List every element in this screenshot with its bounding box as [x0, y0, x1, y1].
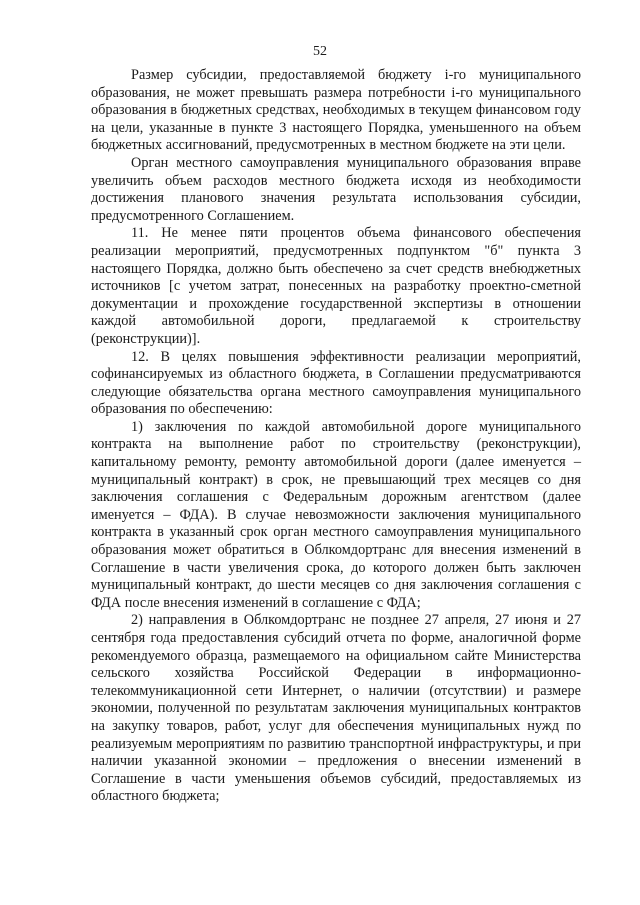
page-number: 52 — [313, 44, 327, 59]
paragraph-item-11: 11. Не менее пяти процентов объема финансового обеспечения реализации мероприятий, предусмотренных подпунктом "б" пункта 3 настоящего Порядка, должно быть обеспечено за счет средств внебюджетных источников [с учетом затрат, понесенных на разработку проектно-сметной документации и прохождение государственной экспертизы в отношении каждой автомобильной дороги, предлагаемой к строительству (реконструкции)]. — [91, 225, 581, 347]
paragraph-subitem-1: 1) заключения по каждой автомобильной дороге муниципального контракта на выполнение работ по строительству (реконструкции), капитальному ремонту, ремонту автомобильной дороги (далее именуется – муниципальный контракт) в срок, не превышающий трех месяцев со дня заключения соглашения с Федеральным дорожным агентством (далее именуется – ФДА). В случае невозможности заключения муниципального контракта в указанный срок орган местного самоуправления муниципального образования может обратиться в Облкомдортранс для внесения изменений в Соглашение в части увеличения срока, до которого должен быть заключен муниципальный контракт, до шести месяцев со дня заключения соглашения с ФДА после внесения изменений в соглашение с ФДА; — [91, 418, 581, 611]
paragraph-subsidy-size: Размер субсидии, предоставляемой бюджету i-го муниципального образования, не может превышать размера потребности i-го муниципального образования в бюджетных средствах, необходимых в текущем финансовом году на цели, указанные в пункте 3 настоящего Порядка, уменьшенного на объем бюджетных ассигнований, предусмотренных в местном бюджете на эти цели. — [91, 67, 581, 154]
paragraph-subitem-2: 2) направления в Облкомдортранс не позднее 27 апреля, 27 июня и 27 сентября года предоставления субсидий отчета по форме, аналогичной форме рекомендуемого образца, размещаемого на официальном сайте Министерства сельского хозяйства Российской Федерации в информационно-телекоммуникационной сети Интернет, о наличии (отсутствии) и размере экономии, полученной по результатам заключения муниципальных контрактов на закупку товаров, работ, услуг для обеспечения муниципальных нужд по реализуемым мероприятиям по развитию транспортной инфраструктуры, и при наличии указанной экономии – предложения о внесении изменений в Соглашение в части уменьшения объемов субсидий, предоставляемых из областного бюджета; — [91, 612, 581, 805]
paragraph-local-authority-right: Орган местного самоуправления муниципального образования вправе увеличить объем расходов местного бюджета исходя из необходимости достижения планового значения результата использования субсидии, предусмотренного Соглашением. — [91, 154, 581, 224]
paragraph-item-12: 12. В целях повышения эффективности реализации мероприятий, софинансируемых из областного бюджета, в Соглашении предусматриваются следующие обязательства органа местного самоуправления муниципального образования по обеспечению: — [91, 348, 581, 418]
document-body — [91, 67, 581, 806]
